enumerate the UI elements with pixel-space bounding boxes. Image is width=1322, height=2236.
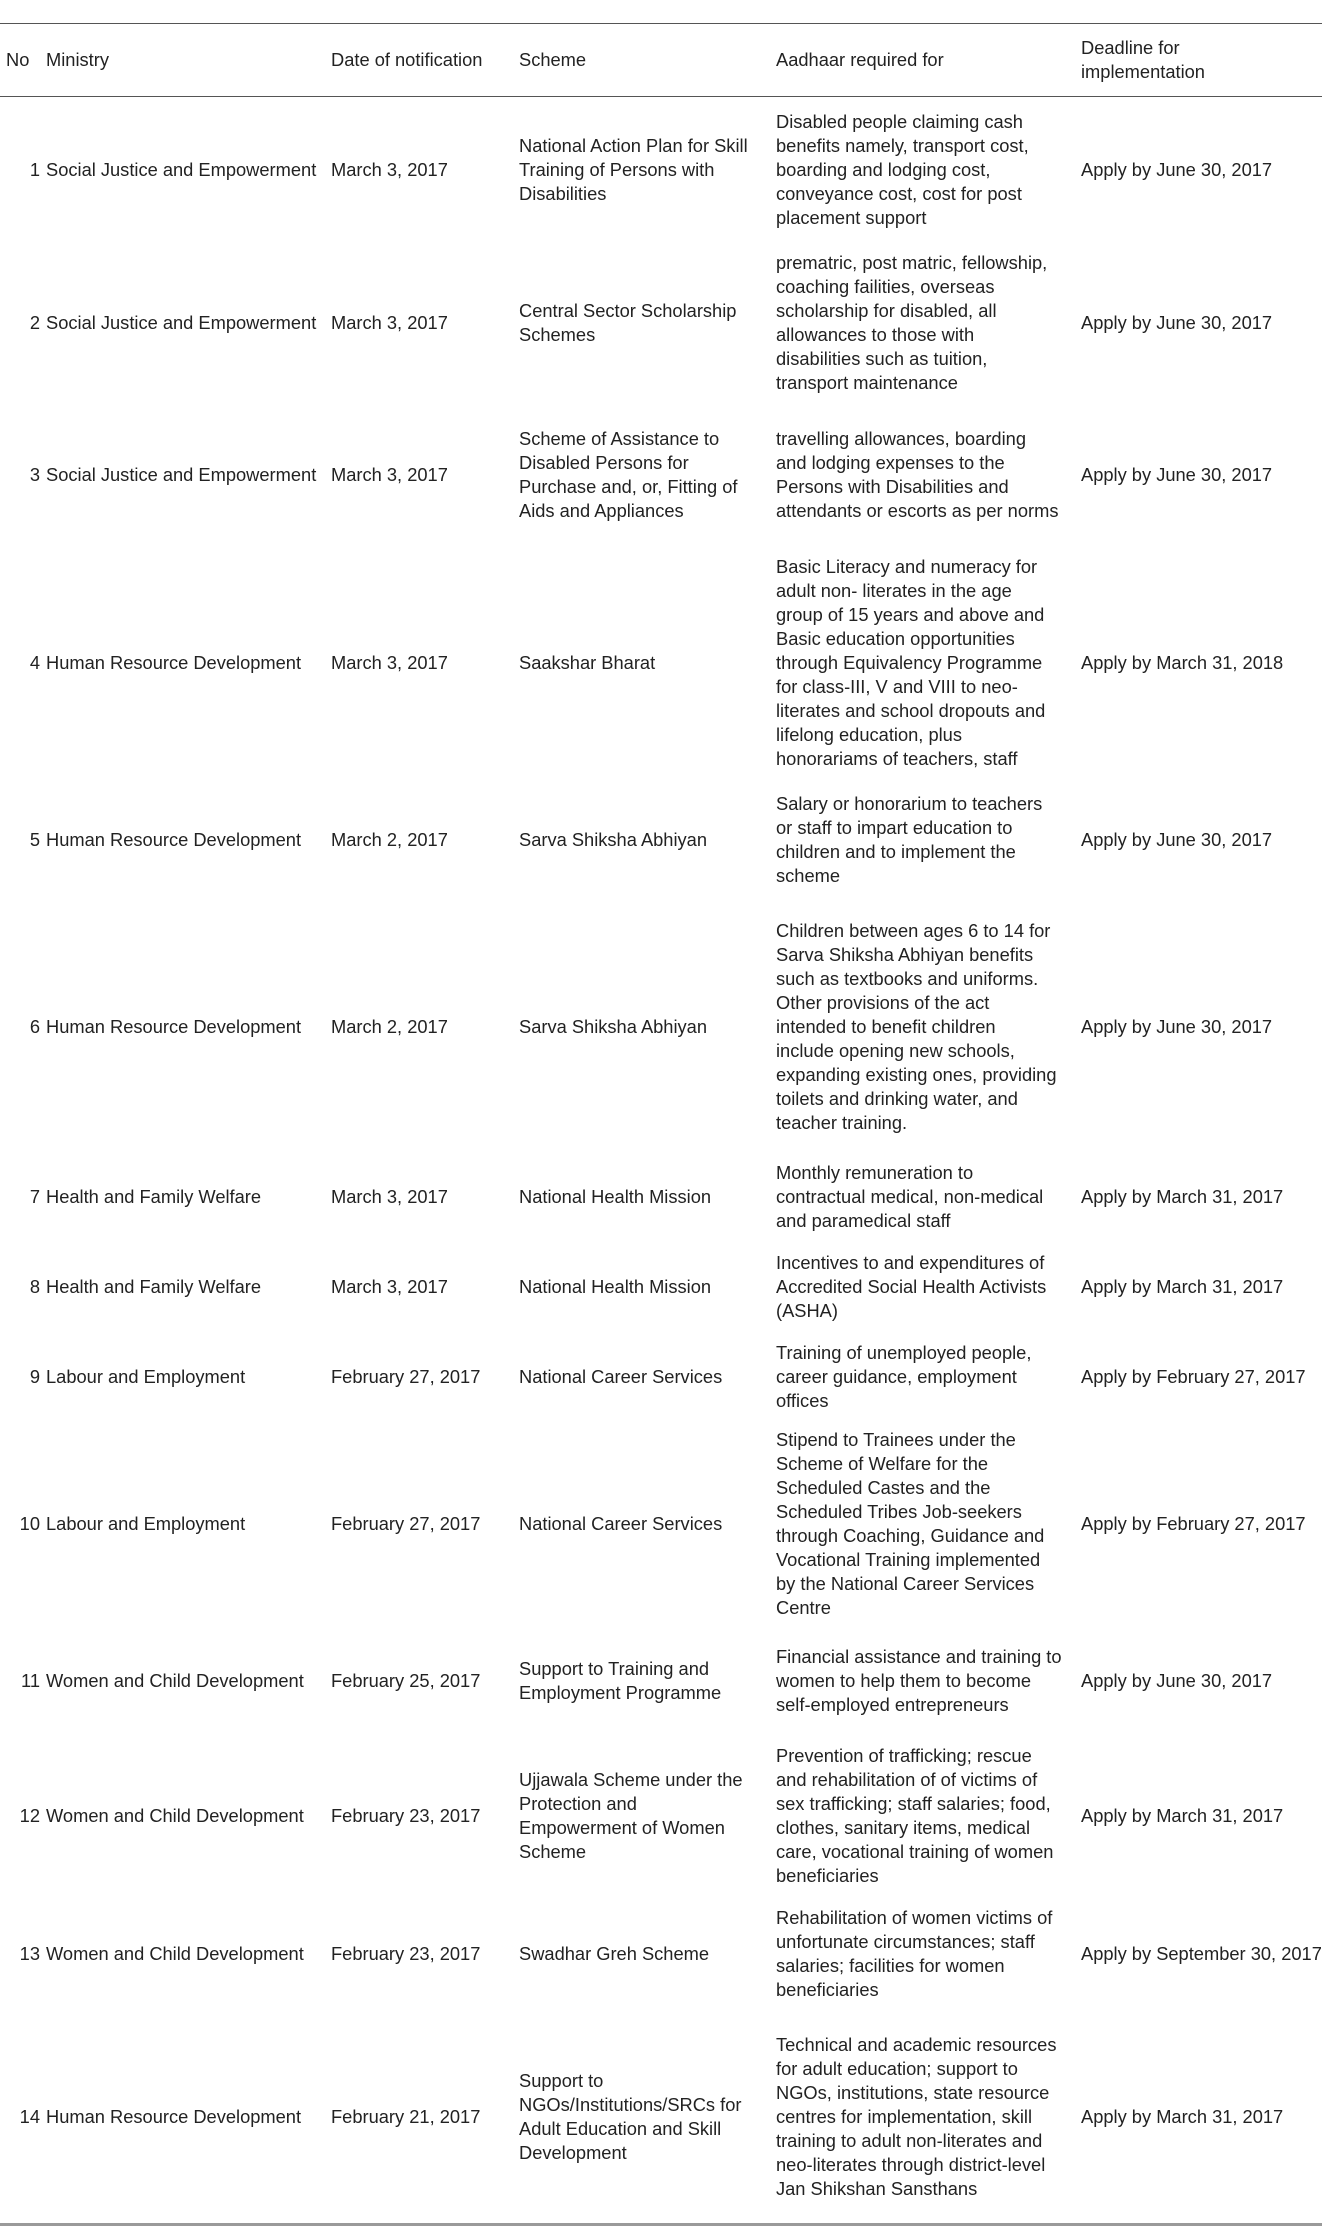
cell-deadline bbox=[1081, 651, 1322, 675]
cell-no bbox=[0, 1365, 44, 1389]
cell-aadhaar bbox=[776, 2033, 1081, 2201]
cell-no-text: 14 bbox=[19, 2106, 40, 2127]
cell-ministry bbox=[44, 1185, 331, 1209]
cell-scheme-text: Scheme bbox=[519, 1840, 587, 1862]
cell-scheme-text: Sarva Shiksha Abhiyan bbox=[519, 829, 708, 850]
cell-aadhaar-text: Children between ages 6 to 14 for bbox=[776, 920, 1051, 941]
aadhaar-schemes-table bbox=[0, 23, 1322, 2226]
cell-date-text: February 23, 2017 bbox=[331, 1804, 481, 1826]
cell-scheme-text: Protection and bbox=[519, 1792, 637, 1814]
cell-no-text: 6 bbox=[29, 1016, 40, 1037]
cell-ministry bbox=[44, 828, 331, 852]
cell-date bbox=[331, 311, 519, 335]
cell-date-text: March 2, 2017 bbox=[331, 829, 448, 850]
header-deadline bbox=[1081, 36, 1322, 84]
cell-aadhaar-text: Vocational Training implemented bbox=[776, 1549, 1041, 1570]
cell-aadhaar-text: Incentives to and expenditures of bbox=[776, 1252, 1045, 1273]
table-row bbox=[0, 1420, 1322, 1628]
cell-date bbox=[331, 1804, 519, 1828]
cell-aadhaar-text: coaching failities, overseas bbox=[776, 276, 995, 297]
cell-scheme bbox=[519, 828, 776, 852]
header-date bbox=[331, 48, 519, 72]
cell-deadline bbox=[1081, 1185, 1322, 1209]
cell-deadline bbox=[1081, 311, 1322, 335]
cell-scheme-text: Sarva Shiksha Abhiyan bbox=[519, 1016, 708, 1037]
cell-aadhaar-text: benefits namely, transport cost, bbox=[776, 135, 1029, 156]
cell-deadline bbox=[1081, 158, 1322, 182]
cell-date-text: March 3, 2017 bbox=[331, 312, 448, 333]
cell-aadhaar-text: scheme bbox=[776, 865, 841, 886]
cell-deadline-text: Apply by June 30, 2017 bbox=[1081, 463, 1273, 485]
cell-date-text: March 3, 2017 bbox=[331, 159, 448, 180]
cell-aadhaar bbox=[776, 427, 1081, 523]
cell-ministry-text: Health and Family Welfare bbox=[46, 1186, 262, 1207]
cell-ministry-text: Human Resource Development bbox=[46, 2106, 302, 2127]
header-deadline-text: Deadline for bbox=[1081, 37, 1180, 58]
cell-scheme-text: National Health Mission bbox=[519, 1276, 712, 1297]
cell-ministry bbox=[44, 651, 331, 675]
cell-aadhaar-text: salaries; facilities for women bbox=[776, 1955, 1005, 1976]
header-ministry-text: Ministry bbox=[46, 49, 109, 70]
header-ministry bbox=[44, 48, 331, 72]
cell-aadhaar bbox=[776, 251, 1081, 395]
cell-aadhaar-text: boarding and lodging cost, bbox=[776, 159, 991, 180]
cell-aadhaar-text: group of 15 years and above and bbox=[776, 604, 1045, 625]
cell-aadhaar-text: Scheduled Castes and the bbox=[776, 1477, 991, 1498]
cell-date-text: March 3, 2017 bbox=[331, 1276, 448, 1297]
cell-no-text: 2 bbox=[29, 312, 40, 333]
cell-no-text: 4 bbox=[29, 652, 40, 673]
table-row bbox=[0, 403, 1322, 546]
cell-aadhaar-text: care, vocational training of women bbox=[776, 1840, 1054, 1862]
cell-aadhaar bbox=[776, 1251, 1081, 1323]
cell-scheme-text: Saakshar Bharat bbox=[519, 652, 656, 673]
cell-scheme bbox=[519, 427, 776, 523]
cell-date-text: March 2, 2017 bbox=[331, 1016, 448, 1037]
cell-deadline-text: Apply by March 31, 2017 bbox=[1081, 1804, 1284, 1826]
cell-aadhaar-text: training to adult non-literates and bbox=[776, 2130, 1043, 2151]
cell-no-text: 3 bbox=[29, 463, 40, 485]
cell-scheme bbox=[519, 2069, 776, 2165]
cell-scheme-text: Employment Programme bbox=[519, 1682, 722, 1703]
cell-aadhaar-text: or staff to impart education to bbox=[776, 817, 1013, 838]
cell-aadhaar-text: children and to implement the bbox=[776, 841, 1016, 862]
cell-scheme bbox=[519, 1657, 776, 1705]
cell-ministry bbox=[44, 1015, 331, 1039]
cell-deadline bbox=[1081, 828, 1322, 852]
cell-aadhaar-text: Disabled people claiming cash bbox=[776, 111, 1023, 132]
cell-scheme-text: Scheme of Assistance to bbox=[519, 427, 720, 449]
cell-no-text: 5 bbox=[29, 829, 40, 850]
header-no bbox=[0, 48, 44, 72]
cell-aadhaar-text: Persons with Disabilities and bbox=[776, 475, 1009, 497]
cell-aadhaar bbox=[776, 919, 1081, 1135]
cell-scheme-text: Central Sector Scholarship bbox=[519, 300, 737, 321]
cell-scheme-text: Empowerment of Women bbox=[519, 1816, 725, 1838]
cell-aadhaar-text: self-employed entrepreneurs bbox=[776, 1694, 1009, 1715]
cell-aadhaar-text: Financial assistance and training to bbox=[776, 1646, 1062, 1667]
cell-scheme bbox=[519, 134, 776, 206]
cell-date bbox=[331, 1512, 519, 1536]
cell-ministry bbox=[44, 463, 331, 487]
cell-deadline bbox=[1081, 1365, 1322, 1389]
cell-aadhaar-text: Basic education opportunities bbox=[776, 628, 1015, 649]
cell-scheme-text: National Career Services bbox=[519, 1513, 723, 1534]
table-row bbox=[0, 1734, 1322, 1897]
cell-ministry bbox=[44, 2105, 331, 2129]
cell-aadhaar-text: literates and school dropouts and bbox=[776, 700, 1046, 721]
cell-scheme-text: Training of Persons with bbox=[519, 159, 715, 180]
cell-scheme-text: Support to bbox=[519, 2070, 604, 2091]
cell-aadhaar-text: include opening new schools, bbox=[776, 1040, 1015, 1061]
cell-no-text: 9 bbox=[29, 1366, 40, 1387]
table-row bbox=[0, 1897, 1322, 2011]
cell-no bbox=[0, 1275, 44, 1299]
table-row bbox=[0, 97, 1322, 243]
cell-deadline-text: Apply by March 31, 2017 bbox=[1081, 1276, 1284, 1297]
table-row bbox=[0, 2011, 1322, 2223]
cell-ministry bbox=[44, 1669, 331, 1693]
cell-deadline bbox=[1081, 1804, 1322, 1828]
cell-scheme bbox=[519, 1365, 776, 1389]
cell-aadhaar-text: Technical and academic resources bbox=[776, 2034, 1057, 2055]
cell-aadhaar-text: offices bbox=[776, 1390, 829, 1411]
cell-aadhaar-text: scholarship for disabled, all bbox=[776, 300, 997, 321]
cell-date-text: February 25, 2017 bbox=[331, 1670, 481, 1691]
cell-no bbox=[0, 311, 44, 335]
cell-deadline-text: Apply by March 31, 2017 bbox=[1081, 2106, 1284, 2127]
cell-no-text: 1 bbox=[29, 159, 40, 180]
cell-aadhaar-text: Other provisions of the act bbox=[776, 992, 990, 1013]
cell-deadline-text: Apply by June 30, 2017 bbox=[1081, 159, 1273, 180]
cell-aadhaar-text: through Coaching, Guidance and bbox=[776, 1525, 1045, 1546]
cell-aadhaar-text: for adult education; support to bbox=[776, 2058, 1018, 2079]
cell-aadhaar-text: contractual medical, non-medical bbox=[776, 1186, 1044, 1207]
cell-no bbox=[0, 1185, 44, 1209]
cell-scheme-text: Purchase and, or, Fitting of bbox=[519, 475, 738, 497]
cell-deadline bbox=[1081, 1942, 1322, 1966]
cell-ministry-text: Social Justice and Empowerment bbox=[46, 463, 317, 485]
cell-no bbox=[0, 651, 44, 675]
cell-no bbox=[0, 1942, 44, 1966]
cell-scheme bbox=[519, 1942, 776, 1966]
cell-aadhaar-text: Salary or honorarium to teachers bbox=[776, 793, 1043, 814]
cell-scheme bbox=[519, 1512, 776, 1536]
cell-ministry-text: Labour and Employment bbox=[46, 1366, 246, 1387]
cell-ministry bbox=[44, 1275, 331, 1299]
cell-date-text: February 27, 2017 bbox=[331, 1513, 481, 1534]
cell-no-text: 12 bbox=[19, 1804, 40, 1826]
header-no-text: No bbox=[6, 49, 30, 70]
cell-no-text: 13 bbox=[19, 1943, 40, 1964]
cell-ministry-text: Human Resource Development bbox=[46, 829, 302, 850]
cell-deadline-text: Apply by June 30, 2017 bbox=[1081, 1016, 1273, 1037]
cell-aadhaar-text: by the National Career Services bbox=[776, 1573, 1035, 1594]
cell-aadhaar bbox=[776, 1744, 1081, 1888]
cell-no bbox=[0, 1015, 44, 1039]
cell-no-text: 10 bbox=[19, 1513, 40, 1534]
cell-no bbox=[0, 1669, 44, 1693]
cell-ministry-text: Women and Child Development bbox=[46, 1943, 304, 1964]
cell-scheme-text: National Action Plan for Skill bbox=[519, 135, 748, 156]
cell-date-text: March 3, 2017 bbox=[331, 463, 448, 485]
cell-deadline bbox=[1081, 2105, 1322, 2129]
cell-aadhaar-text: Centre bbox=[776, 1597, 831, 1618]
cell-aadhaar-text: Scheme of Welfare for the bbox=[776, 1453, 989, 1474]
cell-aadhaar-text: through Equivalency Programme bbox=[776, 652, 1043, 673]
cell-aadhaar-text: Monthly remuneration to bbox=[776, 1162, 974, 1183]
cell-aadhaar-text: beneficiaries bbox=[776, 1864, 879, 1886]
cell-aadhaar-text: Accredited Social Health Activists bbox=[776, 1276, 1047, 1297]
cell-scheme-text: Adult Education and Skill bbox=[519, 2118, 722, 2139]
cell-aadhaar-text: Basic Literacy and numeracy for bbox=[776, 556, 1038, 577]
cell-deadline bbox=[1081, 1512, 1322, 1536]
cell-deadline-text: Apply by June 30, 2017 bbox=[1081, 829, 1273, 850]
cell-scheme-text: Swadhar Greh Scheme bbox=[519, 1943, 710, 1964]
cell-date bbox=[331, 1275, 519, 1299]
cell-aadhaar bbox=[776, 110, 1081, 230]
cell-date bbox=[331, 1942, 519, 1966]
cell-deadline-text: Apply by February 27, 2017 bbox=[1081, 1513, 1306, 1534]
table-row bbox=[0, 546, 1322, 780]
cell-date bbox=[331, 1669, 519, 1693]
table-body bbox=[0, 97, 1322, 2226]
cell-aadhaar-text: Stipend to Trainees under the bbox=[776, 1429, 1016, 1450]
cell-aadhaar-text: adult non- literates in the age bbox=[776, 580, 1012, 601]
cell-aadhaar-text: and paramedical staff bbox=[776, 1210, 951, 1231]
cell-aadhaar-text: Scheduled Tribes Job-seekers bbox=[776, 1501, 1022, 1522]
cell-scheme bbox=[519, 1768, 776, 1864]
cell-aadhaar-text: allowances to those with bbox=[776, 324, 975, 345]
header-deadline-text: implementation bbox=[1081, 61, 1205, 82]
cell-ministry-text: Women and Child Development bbox=[46, 1670, 304, 1691]
cell-no bbox=[0, 158, 44, 182]
cell-no-text: 11 bbox=[21, 1670, 40, 1691]
cell-deadline-text: Apply by June 30, 2017 bbox=[1081, 312, 1273, 333]
cell-date bbox=[331, 463, 519, 487]
cell-no bbox=[0, 463, 44, 487]
cell-aadhaar-text: career guidance, employment bbox=[776, 1366, 1017, 1387]
cell-aadhaar-text: conveyance cost, cost for post bbox=[776, 183, 1022, 204]
cell-aadhaar bbox=[776, 1161, 1081, 1233]
cell-aadhaar-text: (ASHA) bbox=[776, 1300, 838, 1321]
cell-aadhaar-text: neo-literates through district-level bbox=[776, 2154, 1046, 2175]
cell-scheme-text: Disabilities bbox=[519, 183, 607, 204]
cell-no-text: 8 bbox=[29, 1276, 40, 1297]
cell-aadhaar-text: placement support bbox=[776, 207, 927, 228]
cell-date-text: March 3, 2017 bbox=[331, 652, 448, 673]
cell-aadhaar-text: toilets and drinking water, and bbox=[776, 1088, 1018, 1109]
table-row bbox=[0, 1628, 1322, 1734]
cell-aadhaar-text: attendants or escorts as per norms bbox=[776, 499, 1059, 521]
table-row bbox=[0, 243, 1322, 403]
cell-no bbox=[0, 1804, 44, 1828]
cell-scheme-text: Development bbox=[519, 2142, 627, 2163]
cell-aadhaar-text: teacher training. bbox=[776, 1112, 908, 1133]
table-row bbox=[0, 1154, 1322, 1240]
cell-aadhaar-text: and lodging expenses to the bbox=[776, 451, 1005, 473]
cell-scheme-text: National Health Mission bbox=[519, 1186, 712, 1207]
cell-no bbox=[0, 2105, 44, 2129]
cell-date bbox=[331, 1185, 519, 1209]
cell-ministry bbox=[44, 1512, 331, 1536]
cell-aadhaar-text: travelling allowances, boarding bbox=[776, 427, 1026, 449]
cell-date-text: February 27, 2017 bbox=[331, 1366, 481, 1387]
cell-date bbox=[331, 158, 519, 182]
cell-aadhaar-text: prematric, post matric, fellowship, bbox=[776, 252, 1048, 273]
cell-ministry-text: Human Resource Development bbox=[46, 652, 302, 673]
cell-scheme-text: NGOs/Institutions/SRCs for bbox=[519, 2094, 742, 2115]
cell-scheme-text: Support to Training and bbox=[519, 1658, 710, 1679]
cell-aadhaar-text: such as textbooks and uniforms. bbox=[776, 968, 1039, 989]
cell-deadline bbox=[1081, 1015, 1322, 1039]
cell-date bbox=[331, 651, 519, 675]
cell-date bbox=[331, 1365, 519, 1389]
cell-aadhaar-text: unfortunate circumstances; staff bbox=[776, 1931, 1035, 1952]
cell-deadline-text: Apply by March 31, 2017 bbox=[1081, 1186, 1284, 1207]
cell-aadhaar-text: and rehabilitation of of victims of bbox=[776, 1768, 1038, 1790]
header-scheme-text: Scheme bbox=[519, 49, 587, 70]
cell-ministry-text: Human Resource Development bbox=[46, 1016, 302, 1037]
cell-ministry-text: Social Justice and Empowerment bbox=[46, 312, 317, 333]
cell-aadhaar bbox=[776, 555, 1081, 771]
cell-aadhaar-text: sex trafficking; staff salaries; food, bbox=[776, 1792, 1051, 1814]
table-row bbox=[0, 1240, 1322, 1334]
cell-date-text: March 3, 2017 bbox=[331, 1186, 448, 1207]
cell-no-text: 7 bbox=[29, 1186, 40, 1207]
cell-deadline-text: Apply by June 30, 2017 bbox=[1081, 1670, 1273, 1691]
cell-aadhaar-text: Sarva Shiksha Abhiyan benefits bbox=[776, 944, 1034, 965]
cell-aadhaar-text: Rehabilitation of women victims of bbox=[776, 1907, 1053, 1928]
cell-aadhaar bbox=[776, 792, 1081, 888]
cell-deadline-text: Apply by February 27, 2017 bbox=[1081, 1366, 1306, 1387]
cell-ministry bbox=[44, 311, 331, 335]
cell-aadhaar bbox=[776, 1428, 1081, 1620]
table-header-row bbox=[0, 23, 1322, 97]
cell-aadhaar bbox=[776, 1906, 1081, 2002]
cell-aadhaar-text: NGOs, institutions, state resource bbox=[776, 2082, 1050, 2103]
table-row bbox=[0, 780, 1322, 900]
cell-ministry bbox=[44, 1365, 331, 1389]
cell-scheme bbox=[519, 651, 776, 675]
cell-date-text: February 23, 2017 bbox=[331, 1943, 481, 1964]
cell-aadhaar-text: honorariams of teachers, staff bbox=[776, 748, 1018, 769]
header-aadhaar-text: Aadhaar required for bbox=[776, 49, 944, 70]
cell-aadhaar-text: beneficiaries bbox=[776, 1979, 879, 2000]
table-row bbox=[0, 900, 1322, 1154]
cell-date bbox=[331, 1015, 519, 1039]
cell-deadline bbox=[1081, 1669, 1322, 1693]
cell-scheme bbox=[519, 1015, 776, 1039]
header-date-text: Date of notification bbox=[331, 49, 483, 70]
cell-aadhaar-text: Jan Shikshan Sansthans bbox=[776, 2178, 978, 2199]
cell-aadhaar-text: clothes, sanitary items, medical bbox=[776, 1816, 1031, 1838]
cell-scheme-text: Disabled Persons for bbox=[519, 451, 689, 473]
cell-scheme bbox=[519, 1185, 776, 1209]
cell-aadhaar-text: expanding existing ones, providing bbox=[776, 1064, 1057, 1085]
cell-scheme-text: National Career Services bbox=[519, 1366, 723, 1387]
cell-ministry bbox=[44, 1942, 331, 1966]
cell-deadline-text: Apply by September 30, 2017 bbox=[1081, 1943, 1322, 1964]
cell-aadhaar bbox=[776, 1341, 1081, 1413]
cell-ministry-text: Health and Family Welfare bbox=[46, 1276, 262, 1297]
cell-aadhaar-text: Prevention of trafficking; rescue bbox=[776, 1744, 1032, 1766]
cell-date bbox=[331, 2105, 519, 2129]
cell-ministry bbox=[44, 1804, 331, 1828]
table-row bbox=[0, 1334, 1322, 1420]
cell-ministry-text: Women and Child Development bbox=[46, 1804, 304, 1826]
cell-aadhaar-text: centres for implementation, skill bbox=[776, 2106, 1033, 2127]
cell-aadhaar bbox=[776, 1645, 1081, 1717]
cell-no bbox=[0, 1512, 44, 1536]
cell-aadhaar-text: Training of unemployed people, bbox=[776, 1342, 1032, 1363]
cell-date bbox=[331, 828, 519, 852]
cell-scheme-text: Aids and Appliances bbox=[519, 499, 684, 521]
cell-aadhaar-text: lifelong education, plus bbox=[776, 724, 962, 745]
cell-scheme-text: Ujjawala Scheme under the bbox=[519, 1768, 743, 1790]
cell-deadline-text: Apply by March 31, 2018 bbox=[1081, 652, 1284, 673]
cell-aadhaar-text: women to help them to become bbox=[776, 1670, 1032, 1691]
cell-no bbox=[0, 828, 44, 852]
cell-ministry bbox=[44, 158, 331, 182]
cell-scheme bbox=[519, 299, 776, 347]
cell-deadline bbox=[1081, 463, 1322, 487]
header-scheme bbox=[519, 48, 776, 72]
cell-aadhaar-text: for class-III, V and VIII to neo- bbox=[776, 676, 1018, 697]
cell-deadline bbox=[1081, 1275, 1322, 1299]
cell-date-text: February 21, 2017 bbox=[331, 2106, 481, 2127]
cell-ministry-text: Social Justice and Empowerment bbox=[46, 159, 317, 180]
cell-scheme bbox=[519, 1275, 776, 1299]
cell-aadhaar-text: intended to benefit children bbox=[776, 1016, 996, 1037]
cell-ministry-text: Labour and Employment bbox=[46, 1513, 246, 1534]
cell-aadhaar-text: transport maintenance bbox=[776, 372, 958, 393]
cell-scheme-text: Schemes bbox=[519, 324, 596, 345]
cell-aadhaar-text: disabilities such as tuition, bbox=[776, 348, 988, 369]
header-aadhaar bbox=[776, 48, 1081, 72]
